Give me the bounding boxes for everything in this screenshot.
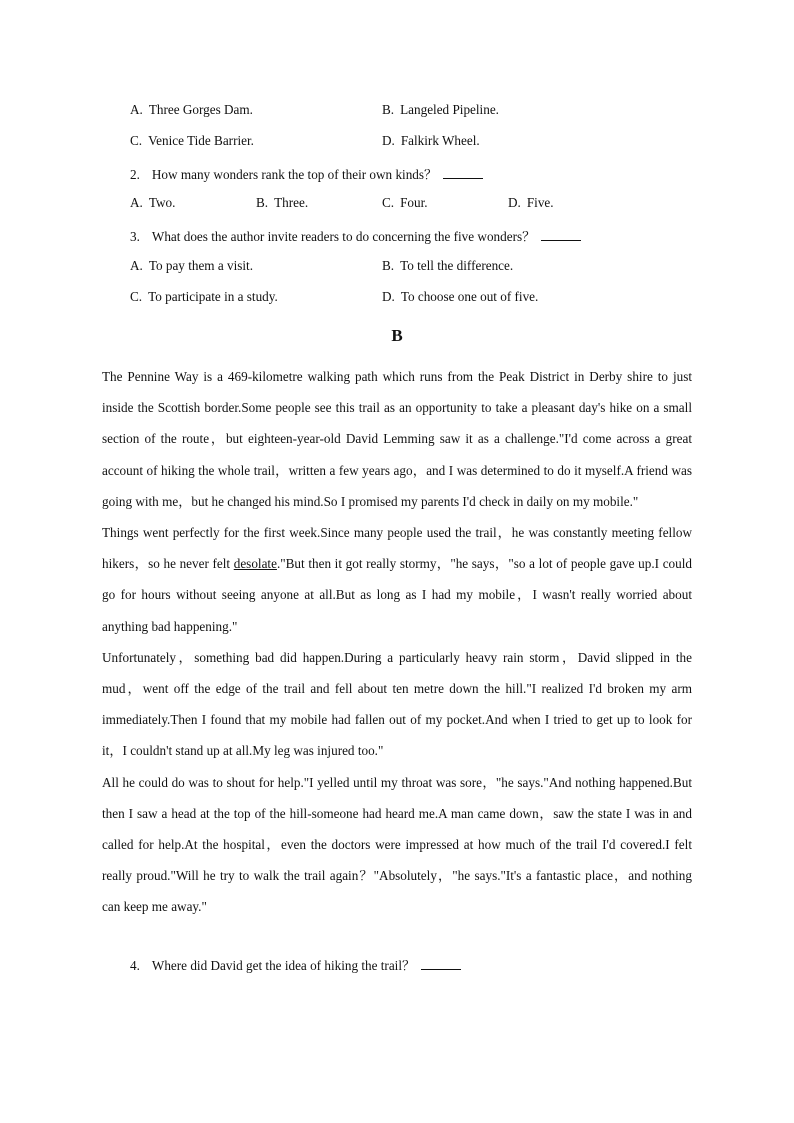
- option-text: To choose one out of five.: [400, 289, 539, 304]
- question-number: 4.: [130, 958, 140, 973]
- question-number: 2.: [130, 167, 140, 182]
- option-letter: D.: [508, 195, 521, 210]
- option-text: Falkirk Wheel.: [400, 133, 480, 148]
- question-text: Where did David get the idea of hiking the trail？: [151, 958, 416, 973]
- option-letter: A.: [130, 195, 143, 210]
- q2-option-d[interactable]: [508, 195, 554, 211]
- passage-paragraph-4: All he could do was to shout for help."I yelled until my throat was sore，"he says."And nothing happened.But then I saw a head at the top of the hill-someone had heard me.A man came down，saw the state I was in and called for help.At the hospital，even the doctors were impressed at how much of the trail I'd covered.I felt really proud."Will he try to walk the trail again？"Absolutely，"he says."It's a fantastic place，and nothing can keep me away.": [102, 774, 692, 915]
- option-text: Three Gorges Dam.: [148, 102, 253, 117]
- option-letter: D.: [382, 289, 395, 304]
- q2-option-a[interactable]: [130, 195, 175, 211]
- option-text: To tell the difference.: [400, 258, 514, 273]
- question-text: What does the author invite readers to do concerning the five wonders？: [151, 229, 536, 244]
- option-text: Five.: [526, 195, 554, 210]
- option-text: To pay them a visit.: [148, 258, 254, 273]
- q1-option-b[interactable]: [382, 102, 499, 118]
- q3-option-a[interactable]: [130, 258, 253, 274]
- q2-option-c[interactable]: [382, 195, 428, 211]
- option-text: To participate in a study.: [148, 289, 278, 304]
- answer-blank[interactable]: [421, 957, 461, 970]
- answer-blank[interactable]: [541, 228, 581, 241]
- question-2-stem: [130, 164, 483, 183]
- reading-passage: [102, 361, 692, 923]
- option-letter: B.: [382, 102, 395, 117]
- option-letter: D.: [382, 133, 395, 148]
- passage-paragraph-3: Unfortunately，something bad did happen.During a particularly heavy rain storm，David slipped in the mud，went off the edge of the trail and fell about ten metre down the hill."I realized I'd broken my arm immediately.Then I found that my mobile had fallen out of my pocket.And when I tried to get up to look for it，I couldn't stand up at all.My leg was injured too.": [102, 649, 692, 759]
- q1-option-c[interactable]: [130, 133, 254, 149]
- q3-option-d[interactable]: [382, 289, 538, 305]
- option-text: Venice Tide Barrier.: [148, 133, 254, 148]
- q1-option-d[interactable]: [382, 133, 480, 149]
- option-letter: B.: [256, 195, 269, 210]
- passage-paragraph-2: [102, 517, 692, 642]
- option-text: Two.: [148, 195, 176, 210]
- option-letter: A.: [130, 102, 143, 117]
- answer-blank[interactable]: [443, 166, 483, 179]
- option-text: Langeled Pipeline.: [400, 102, 499, 117]
- question-4-stem: [130, 955, 461, 974]
- passage-paragraph-1: The Pennine Way is a 469-kilometre walking path which runs from the Peak District in Derby shire to just inside the Scottish border.Some people see this trail as an opportunity to take a pleasant day's hike on a small section of the route，but eighteen-year-old David Lemming saw it as a challenge."I'd come across a great account of hiking the whole trail，written a few years ago，and I was determined to do it myself.A friend was going with me，but he changed his mind.So I promised my parents I'd check in daily on my mobile.": [102, 369, 692, 509]
- option-letter: B.: [382, 258, 395, 273]
- q3-option-c[interactable]: [130, 289, 278, 305]
- question-text: How many wonders rank the top of their own kinds？: [151, 167, 438, 182]
- question-3-stem: [130, 226, 581, 245]
- option-text: Three.: [274, 195, 309, 210]
- underlined-word: desolate: [233, 556, 277, 572]
- section-title: B: [391, 326, 403, 345]
- paragraph-text: ."But then it got really stormy，"he says，"so a lot of people gave up.I could go for hours without seeing anyone at all.But as long as I had my mobile，I wasn't really worried about anything bad happening.": [102, 556, 693, 634]
- question-number: 3.: [130, 229, 140, 244]
- q3-option-b[interactable]: [382, 258, 513, 274]
- q1-option-a[interactable]: [130, 102, 253, 118]
- option-letter: C.: [130, 133, 143, 148]
- paragraph-text: Things went perfectly for the first week.Since many people used the trail，he was constantly meeting fellow hikers，so he never felt: [102, 525, 692, 572]
- q2-option-b[interactable]: [256, 195, 308, 211]
- option-text: Four.: [400, 195, 428, 210]
- option-letter: A.: [130, 258, 143, 273]
- option-letter: C.: [130, 289, 143, 304]
- option-letter: C.: [382, 195, 395, 210]
